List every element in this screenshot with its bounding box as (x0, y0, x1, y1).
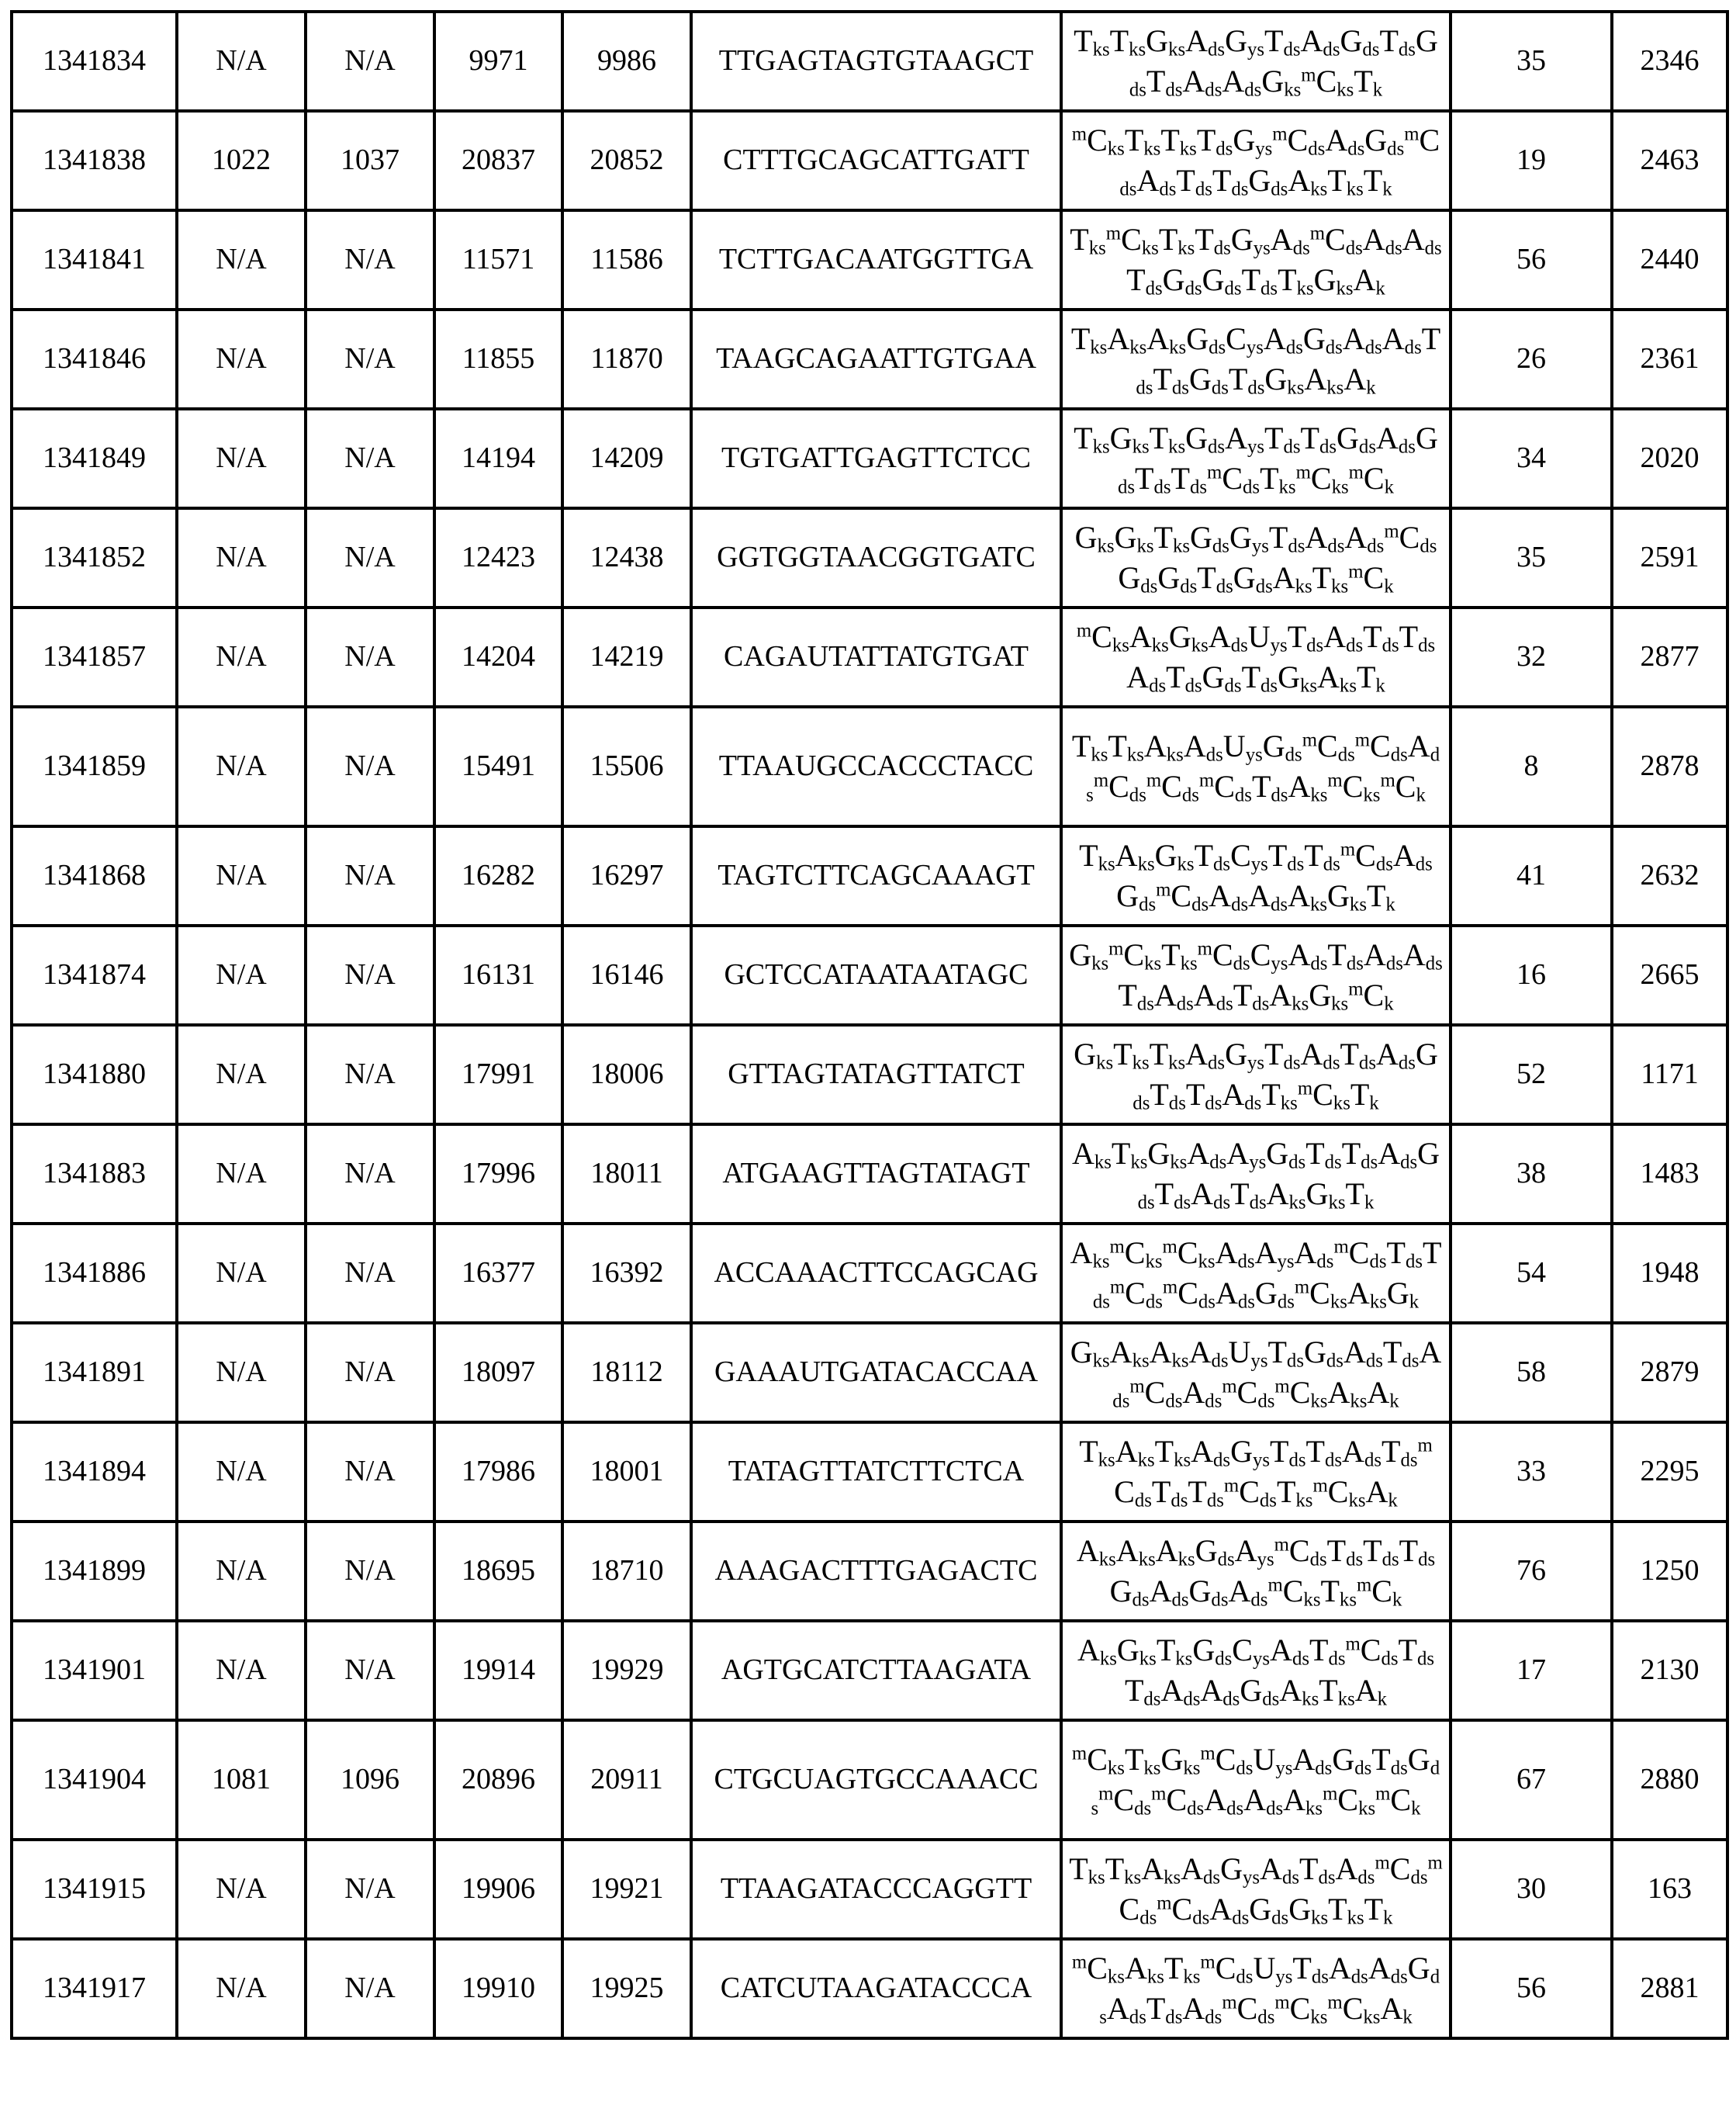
start-site-1-cell: 1022 (177, 111, 306, 210)
table-row (12, 1522, 1727, 1621)
value-cell: 33 (1451, 1422, 1612, 1522)
start-site-2-cell: 14194 (434, 409, 562, 508)
sequence-cell: TGTGATTGAGTTCTCC (691, 409, 1061, 508)
sequence-cell: GAAAUTGATACACCAA (691, 1323, 1061, 1422)
sequence-cell: CATCUTAAGATACCCA (691, 1939, 1061, 2038)
sequence-cell: AGTGCATCTTAAGATA (691, 1621, 1061, 1720)
compound-id-cell: 1341901 (12, 1621, 177, 1720)
chemistry-notation-cell: TksTksAksAdsGysAdsTdsAdsmCdsmCdsmCdsAdsGdsGksTksTk (1061, 1840, 1451, 1939)
start-site-1-cell: N/A (177, 508, 306, 608)
compound-id-cell: 1341874 (12, 926, 177, 1025)
stop-site-2-cell: 18011 (562, 1124, 691, 1224)
compound-id-cell: 1341857 (12, 608, 177, 707)
start-site-1-cell: 1081 (177, 1720, 306, 1840)
chemistry-notation-cell: mCksAksGksAdsUysTdsAdsTdsTdsAdsTdsGdsTdsGksAksTk (1061, 608, 1451, 707)
sequence-cell: TCTTGACAATGGTTGA (691, 210, 1061, 310)
stop-site-1-cell: N/A (306, 310, 434, 409)
start-site-1-cell: N/A (177, 1939, 306, 2038)
compound-id-cell: 1341838 (12, 111, 177, 210)
start-site-2-cell: 16131 (434, 926, 562, 1025)
stop-site-2-cell: 19921 (562, 1840, 691, 1939)
value-cell: 52 (1451, 1025, 1612, 1124)
sequence-cell: TATAGTTATCTTCTCA (691, 1422, 1061, 1522)
stop-site-1-cell: N/A (306, 1025, 434, 1124)
chemistry-notation-cell: AksTksGksAdsAysGdsTdsTdsAdsGdsTdsAdsTdsAksGksTk (1061, 1124, 1451, 1224)
start-site-2-cell: 20837 (434, 111, 562, 210)
start-site-1-cell: N/A (177, 1224, 306, 1323)
sequence-cell: AAAGACTTTGAGACTC (691, 1522, 1061, 1621)
sequence-cell: TTGAGTAGTGTAAGCT (691, 12, 1061, 111)
oligonucleotide-table (10, 10, 1729, 2040)
chemistry-notation-cell: GksmCksTksmCdsCysAdsTdsAdsAdsTdsAdsAdsTdsAksGksmCk (1061, 926, 1451, 1025)
value-cell: 76 (1451, 1522, 1612, 1621)
sequence-cell: ATGAAGTTAGTATAGT (691, 1124, 1061, 1224)
sequence-cell: CTGCUAGTGCCAAACC (691, 1720, 1061, 1840)
stop-site-1-cell: N/A (306, 826, 434, 926)
start-site-2-cell: 17996 (434, 1124, 562, 1224)
compound-id-cell: 1341834 (12, 12, 177, 111)
sequence-cell: ACCAAACTTCCAGCAG (691, 1224, 1061, 1323)
seq-id-cell: 2361 (1612, 310, 1727, 409)
table-row (12, 1224, 1727, 1323)
start-site-2-cell: 15491 (434, 707, 562, 826)
chemistry-notation-cell: AksmCksmCksAdsAysAdsmCdsTdsTdsmCdsmCdsAdsGdsmCksAksGk (1061, 1224, 1451, 1323)
stop-site-2-cell: 15506 (562, 707, 691, 826)
seq-id-cell: 1483 (1612, 1124, 1727, 1224)
table-row (12, 1025, 1727, 1124)
seq-id-cell: 2877 (1612, 608, 1727, 707)
seq-id-cell: 2665 (1612, 926, 1727, 1025)
compound-id-cell: 1341880 (12, 1025, 177, 1124)
stop-site-2-cell: 18006 (562, 1025, 691, 1124)
chemistry-notation-cell: AksAksAksGdsAysmCdsTdsTdsTdsGdsAdsGdsAdsmCksTksmCk (1061, 1522, 1451, 1621)
stop-site-2-cell: 19929 (562, 1621, 691, 1720)
table-row (12, 707, 1727, 826)
sequence-cell: CTTTGCAGCATTGATT (691, 111, 1061, 210)
value-cell: 35 (1451, 508, 1612, 608)
seq-id-cell: 1948 (1612, 1224, 1727, 1323)
stop-site-2-cell: 20911 (562, 1720, 691, 1840)
table-row (12, 1939, 1727, 2038)
start-site-1-cell: N/A (177, 12, 306, 111)
value-cell: 16 (1451, 926, 1612, 1025)
stop-site-2-cell: 11870 (562, 310, 691, 409)
value-cell: 56 (1451, 210, 1612, 310)
start-site-2-cell: 16282 (434, 826, 562, 926)
seq-id-cell: 2295 (1612, 1422, 1727, 1522)
compound-id-cell: 1341868 (12, 826, 177, 926)
start-site-2-cell: 17991 (434, 1025, 562, 1124)
table-row (12, 826, 1727, 926)
start-site-2-cell: 20896 (434, 1720, 562, 1840)
start-site-2-cell: 17986 (434, 1422, 562, 1522)
value-cell: 32 (1451, 608, 1612, 707)
stop-site-2-cell: 20852 (562, 111, 691, 210)
chemistry-notation-cell: GksGksTksGdsGysTdsAdsAdsmCdsGdsGdsTdsGdsAksTksmCk (1061, 508, 1451, 608)
sequence-cell: TAGTCTTCAGCAAAGT (691, 826, 1061, 926)
table-row (12, 508, 1727, 608)
start-site-2-cell: 19906 (434, 1840, 562, 1939)
chemistry-notation-cell: GksAksAksAdsUysTdsGdsAdsTdsAdsmCdsAdsmCdsmCksAksAk (1061, 1323, 1451, 1422)
start-site-1-cell: N/A (177, 1840, 306, 1939)
table-row (12, 608, 1727, 707)
stop-site-1-cell: N/A (306, 409, 434, 508)
compound-id-cell: 1341849 (12, 409, 177, 508)
start-site-2-cell: 14204 (434, 608, 562, 707)
stop-site-1-cell: N/A (306, 707, 434, 826)
start-site-1-cell: N/A (177, 310, 306, 409)
compound-id-cell: 1341894 (12, 1422, 177, 1522)
compound-id-cell: 1341891 (12, 1323, 177, 1422)
start-site-1-cell: N/A (177, 1422, 306, 1522)
stop-site-1-cell: N/A (306, 508, 434, 608)
table-row (12, 1323, 1727, 1422)
stop-site-1-cell: N/A (306, 1939, 434, 2038)
stop-site-1-cell: N/A (306, 1124, 434, 1224)
stop-site-2-cell: 9986 (562, 12, 691, 111)
stop-site-2-cell: 14209 (562, 409, 691, 508)
start-site-1-cell: N/A (177, 1621, 306, 1720)
start-site-2-cell: 9971 (434, 12, 562, 111)
start-site-1-cell: N/A (177, 210, 306, 310)
value-cell: 67 (1451, 1720, 1612, 1840)
compound-id-cell: 1341915 (12, 1840, 177, 1939)
value-cell: 19 (1451, 111, 1612, 210)
chemistry-notation-cell: TksTksGksAdsGysTdsAdsGdsTdsGdsTdsAdsAdsGksmCksTk (1061, 12, 1451, 111)
start-site-2-cell: 19910 (434, 1939, 562, 2038)
stop-site-2-cell: 18001 (562, 1422, 691, 1522)
table-row (12, 1124, 1727, 1224)
sequence-cell: GTTAGTATAGTTATCT (691, 1025, 1061, 1124)
table-row (12, 310, 1727, 409)
compound-id-cell: 1341859 (12, 707, 177, 826)
seq-id-cell: 2440 (1612, 210, 1727, 310)
sequence-cell: CAGAUTATTATGTGAT (691, 608, 1061, 707)
start-site-1-cell: N/A (177, 608, 306, 707)
chemistry-notation-cell: mCksAksTksmCdsUysTdsAdsAdsGdsAdsTdsAdsmCdsmCksmCksAk (1061, 1939, 1451, 2038)
start-site-2-cell: 16377 (434, 1224, 562, 1323)
table-row (12, 1422, 1727, 1522)
value-cell: 17 (1451, 1621, 1612, 1720)
chemistry-notation-cell: mCksTksGksmCdsUysAdsGdsTdsGdsmCdsmCdsAdsAdsAksmCksmCk (1061, 1720, 1451, 1840)
start-site-1-cell: N/A (177, 1323, 306, 1422)
start-site-2-cell: 12423 (434, 508, 562, 608)
stop-site-1-cell: N/A (306, 608, 434, 707)
sequence-cell: TTAAGATACCCAGGTT (691, 1840, 1061, 1939)
stop-site-2-cell: 11586 (562, 210, 691, 310)
seq-id-cell: 1171 (1612, 1025, 1727, 1124)
sequence-cell: TAAGCAGAATTGTGAA (691, 310, 1061, 409)
stop-site-2-cell: 19925 (562, 1939, 691, 2038)
chemistry-notation-cell: TksmCksTksTdsGysAdsmCdsAdsAdsTdsGdsGdsTdsTksGksAk (1061, 210, 1451, 310)
sequence-cell: TTAAUGCCACCCTACC (691, 707, 1061, 826)
table-body (12, 12, 1727, 2038)
table-row (12, 409, 1727, 508)
stop-site-2-cell: 14219 (562, 608, 691, 707)
sequence-cell: GCTCCATAATAATAGC (691, 926, 1061, 1025)
value-cell: 41 (1451, 826, 1612, 926)
value-cell: 35 (1451, 12, 1612, 111)
compound-id-cell: 1341841 (12, 210, 177, 310)
start-site-2-cell: 11571 (434, 210, 562, 310)
chemistry-notation-cell: AksGksTksGdsCysAdsTdsmCdsTdsTdsAdsAdsGdsAksTksAk (1061, 1621, 1451, 1720)
stop-site-2-cell: 16297 (562, 826, 691, 926)
stop-site-1-cell: N/A (306, 1323, 434, 1422)
value-cell: 38 (1451, 1124, 1612, 1224)
stop-site-2-cell: 18710 (562, 1522, 691, 1621)
table-row (12, 210, 1727, 310)
chemistry-notation-cell: TksAksTksAdsGysTdsTdsAdsTdsmCdsTdsTdsmCdsTksmCksAk (1061, 1422, 1451, 1522)
stop-site-1-cell: N/A (306, 210, 434, 310)
table-row (12, 1621, 1727, 1720)
seq-id-cell: 2880 (1612, 1720, 1727, 1840)
stop-site-2-cell: 18112 (562, 1323, 691, 1422)
stop-site-1-cell: N/A (306, 1522, 434, 1621)
start-site-1-cell: N/A (177, 1124, 306, 1224)
stop-site-2-cell: 16146 (562, 926, 691, 1025)
start-site-1-cell: N/A (177, 409, 306, 508)
stop-site-2-cell: 16392 (562, 1224, 691, 1323)
table-row (12, 111, 1727, 210)
start-site-1-cell: N/A (177, 1522, 306, 1621)
value-cell: 54 (1451, 1224, 1612, 1323)
start-site-1-cell: N/A (177, 1025, 306, 1124)
stop-site-1-cell: N/A (306, 1840, 434, 1939)
table-row (12, 1720, 1727, 1840)
stop-site-1-cell: 1037 (306, 111, 434, 210)
table-row (12, 926, 1727, 1025)
seq-id-cell: 2463 (1612, 111, 1727, 210)
stop-site-1-cell: N/A (306, 926, 434, 1025)
value-cell: 56 (1451, 1939, 1612, 2038)
seq-id-cell: 1250 (1612, 1522, 1727, 1621)
value-cell: 26 (1451, 310, 1612, 409)
value-cell: 8 (1451, 707, 1612, 826)
stop-site-1-cell: N/A (306, 1224, 434, 1323)
compound-id-cell: 1341899 (12, 1522, 177, 1621)
stop-site-1-cell: N/A (306, 12, 434, 111)
value-cell: 34 (1451, 409, 1612, 508)
seq-id-cell: 2591 (1612, 508, 1727, 608)
chemistry-notation-cell: mCksTksTksTdsGysmCdsAdsGdsmCdsAdsTdsTdsGdsAksTksTk (1061, 111, 1451, 210)
compound-id-cell: 1341917 (12, 1939, 177, 2038)
chemistry-notation-cell: TksGksTksGdsAysTdsTdsGdsAdsGdsTdsTdsmCdsTksmCksmCk (1061, 409, 1451, 508)
start-site-2-cell: 18695 (434, 1522, 562, 1621)
sequence-cell: GGTGGTAACGGTGATC (691, 508, 1061, 608)
start-site-1-cell: N/A (177, 707, 306, 826)
value-cell: 58 (1451, 1323, 1612, 1422)
compound-id-cell: 1341886 (12, 1224, 177, 1323)
table-row (12, 1840, 1727, 1939)
stop-site-1-cell: 1096 (306, 1720, 434, 1840)
table-row (12, 12, 1727, 111)
seq-id-cell: 2878 (1612, 707, 1727, 826)
seq-id-cell: 2020 (1612, 409, 1727, 508)
chemistry-notation-cell: TksAksGksTdsCysTdsTdsmCdsAdsGdsmCdsAdsAdsAksGksTk (1061, 826, 1451, 926)
seq-id-cell: 2130 (1612, 1621, 1727, 1720)
stop-site-2-cell: 12438 (562, 508, 691, 608)
compound-id-cell: 1341883 (12, 1124, 177, 1224)
seq-id-cell: 2879 (1612, 1323, 1727, 1422)
chemistry-notation-cell: TksAksAksGdsCysAdsGdsAdsAdsTdsTdsGdsTdsGksAksAk (1061, 310, 1451, 409)
seq-id-cell: 163 (1612, 1840, 1727, 1939)
seq-id-cell: 2881 (1612, 1939, 1727, 2038)
start-site-2-cell: 11855 (434, 310, 562, 409)
start-site-1-cell: N/A (177, 926, 306, 1025)
start-site-1-cell: N/A (177, 826, 306, 926)
seq-id-cell: 2632 (1612, 826, 1727, 926)
compound-id-cell: 1341904 (12, 1720, 177, 1840)
compound-id-cell: 1341846 (12, 310, 177, 409)
start-site-2-cell: 19914 (434, 1621, 562, 1720)
chemistry-notation-cell: TksTksAksAdsUysGdsmCdsmCdsAdsmCdsmCdsmCdsTdsAksmCksmCk (1061, 707, 1451, 826)
seq-id-cell: 2346 (1612, 12, 1727, 111)
stop-site-1-cell: N/A (306, 1422, 434, 1522)
chemistry-notation-cell: GksTksTksAdsGysTdsAdsTdsAdsGdsTdsTdsAdsTksmCksTk (1061, 1025, 1451, 1124)
start-site-2-cell: 18097 (434, 1323, 562, 1422)
stop-site-1-cell: N/A (306, 1621, 434, 1720)
value-cell: 30 (1451, 1840, 1612, 1939)
compound-id-cell: 1341852 (12, 508, 177, 608)
